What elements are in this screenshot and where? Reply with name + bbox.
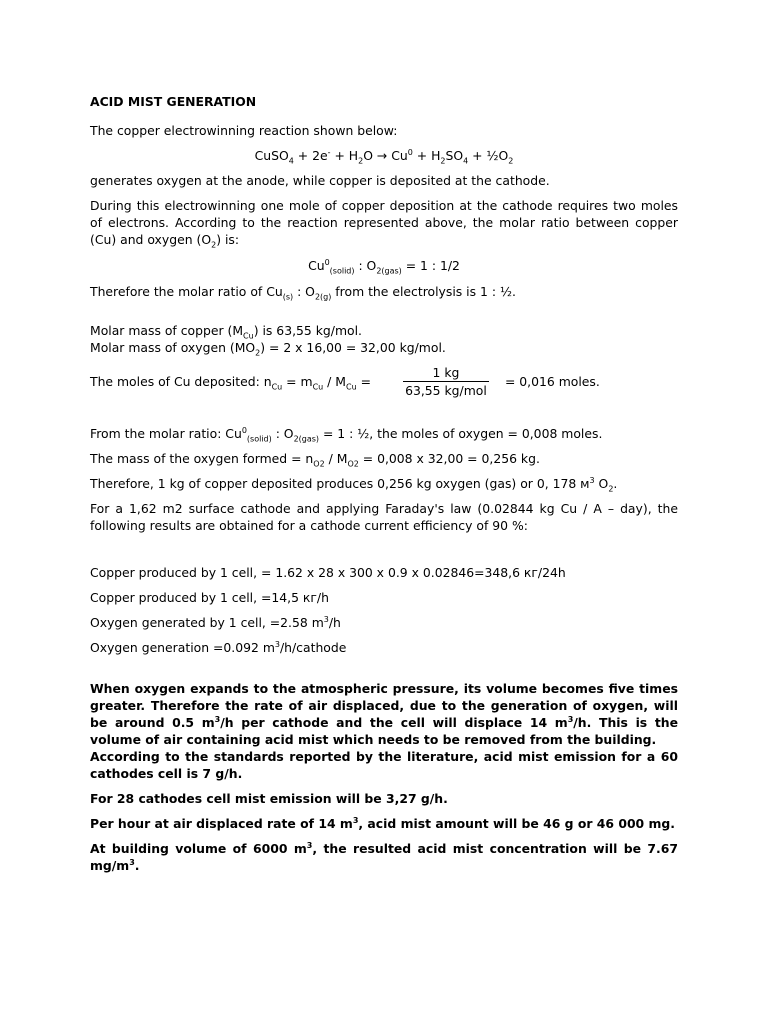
moles-cu-equation [90, 364, 678, 399]
mass-oxygen-line: The mass of the oxygen formed = $n_{O2} / M_{O2} = 0,008$ x 32,00 = 0,256 kg. [90, 451, 540, 469]
intro-paragraph: The copper electrowinning reaction shown below: [90, 123, 398, 138]
faraday-paragraph: For a 1,62 m2 surface cathode and applying Faraday's law (0.02844 kg Cu / A – day), the following results are obtained for a cathode current efficiency of 90 %: [90, 501, 678, 533]
from-ratio-line: From the molar ratio: $Cu^0_{(solid)}$ : $O_{2(gas)} = 1$ : ½, the moles of oxygen = 0,008 moles. [90, 425, 603, 444]
fraction-numerator: 1 kg [403, 364, 489, 382]
during-paragraph: During this electrowinning one mole of copper deposition at the cathode requires two moles of electrons. According to the reaction represented above, the molar ratio between copper (Cu) and oxygen $(O_2)$ is: [90, 198, 678, 250]
molar-mass-oxygen: Molar mass of oxygen $(MO_2) = 2$ x 16,00 = 32,00 kg/mol. [90, 340, 446, 358]
molar-mass-copper: Molar mass of copper $(M_{Cu})$ is 63,55 kg/mol. [90, 323, 362, 341]
expansion-paragraph: When oxygen expands to the atmospheric pressure, its volume becomes five times greater. Therefore the rate of air displaced, due to the generation of oxygen, will be around 0.5 $m^3/h$ per cathode and the cell will displace 14 $m^3/h$. This is the volume of air containing acid mist which needs to be removed from the building. [90, 681, 679, 747]
fraction [403, 364, 489, 399]
document-page [90, 93, 678, 874]
reaction-equation: CuSO$_4$ + $2e^- + H_2O \to Cu^0 + H_2SO_4$ + $\frac{1}{2}O_2$ [254, 147, 514, 166]
therefore-line: Therefore, 1 kg of copper deposited produces 0,256 kg oxygen (gas) or 0, 178 $м^3$ $O_2$. [90, 475, 618, 494]
result-oxygen-cell: Oxygen generated by 1 cell, =2.58 $m^3/h$ [90, 614, 341, 630]
ratio-equation: $Cu^0_{(solid)}$ : $O_{2(gas)} = 1$ : 1/2 [308, 257, 460, 276]
moles-cu-label: The moles of Cu deposited: $n_{Cu} = m_{Cu} / M_{Cu}$ = [90, 374, 371, 392]
molar-ratio-line: Therefore the molar ratio of $Cu_{(s)}$ : $O_{2(g)}$ from the electrolysis is 1 : ½. [90, 284, 516, 302]
oxygen-paragraph: generates oxygen at the anode, while copper is deposited at the cathode. [90, 173, 550, 188]
per-hour-paragraph: Per hour at air displaced rate of 14 $m^3$, acid mist amount will be 46 g or 46 000 mg. [90, 815, 675, 831]
emission-28-line: For 28 cathodes cell mist emission will be 3,27 g/h. [90, 791, 448, 806]
fraction-denominator: 63,55 kg/mol [405, 383, 487, 398]
standards-paragraph: According to the standards reported by the literature, acid mist emission for a 60 cathodes cell is 7 g/h. [90, 749, 678, 781]
result-copper-24h: Copper produced by 1 cell, = 1.62 x 28 x 300 x 0.9 x 0.02846=348,6 кг/24h [90, 565, 566, 580]
result-copper-hour: Copper produced by 1 cell, =14,5 кг/h [90, 590, 329, 605]
concentration-paragraph: At building volume of 6000 $m^3$, the resulted acid mist concentration will be 7.67 $mg/m^3$. [90, 840, 678, 873]
result-oxygen-cathode: Oxygen generation =0.092 $m^3/h$/cathode [90, 639, 347, 655]
moles-cu-result: = 0,016 moles. [504, 374, 600, 389]
doc-title: ACID MIST GENERATION [90, 94, 257, 109]
